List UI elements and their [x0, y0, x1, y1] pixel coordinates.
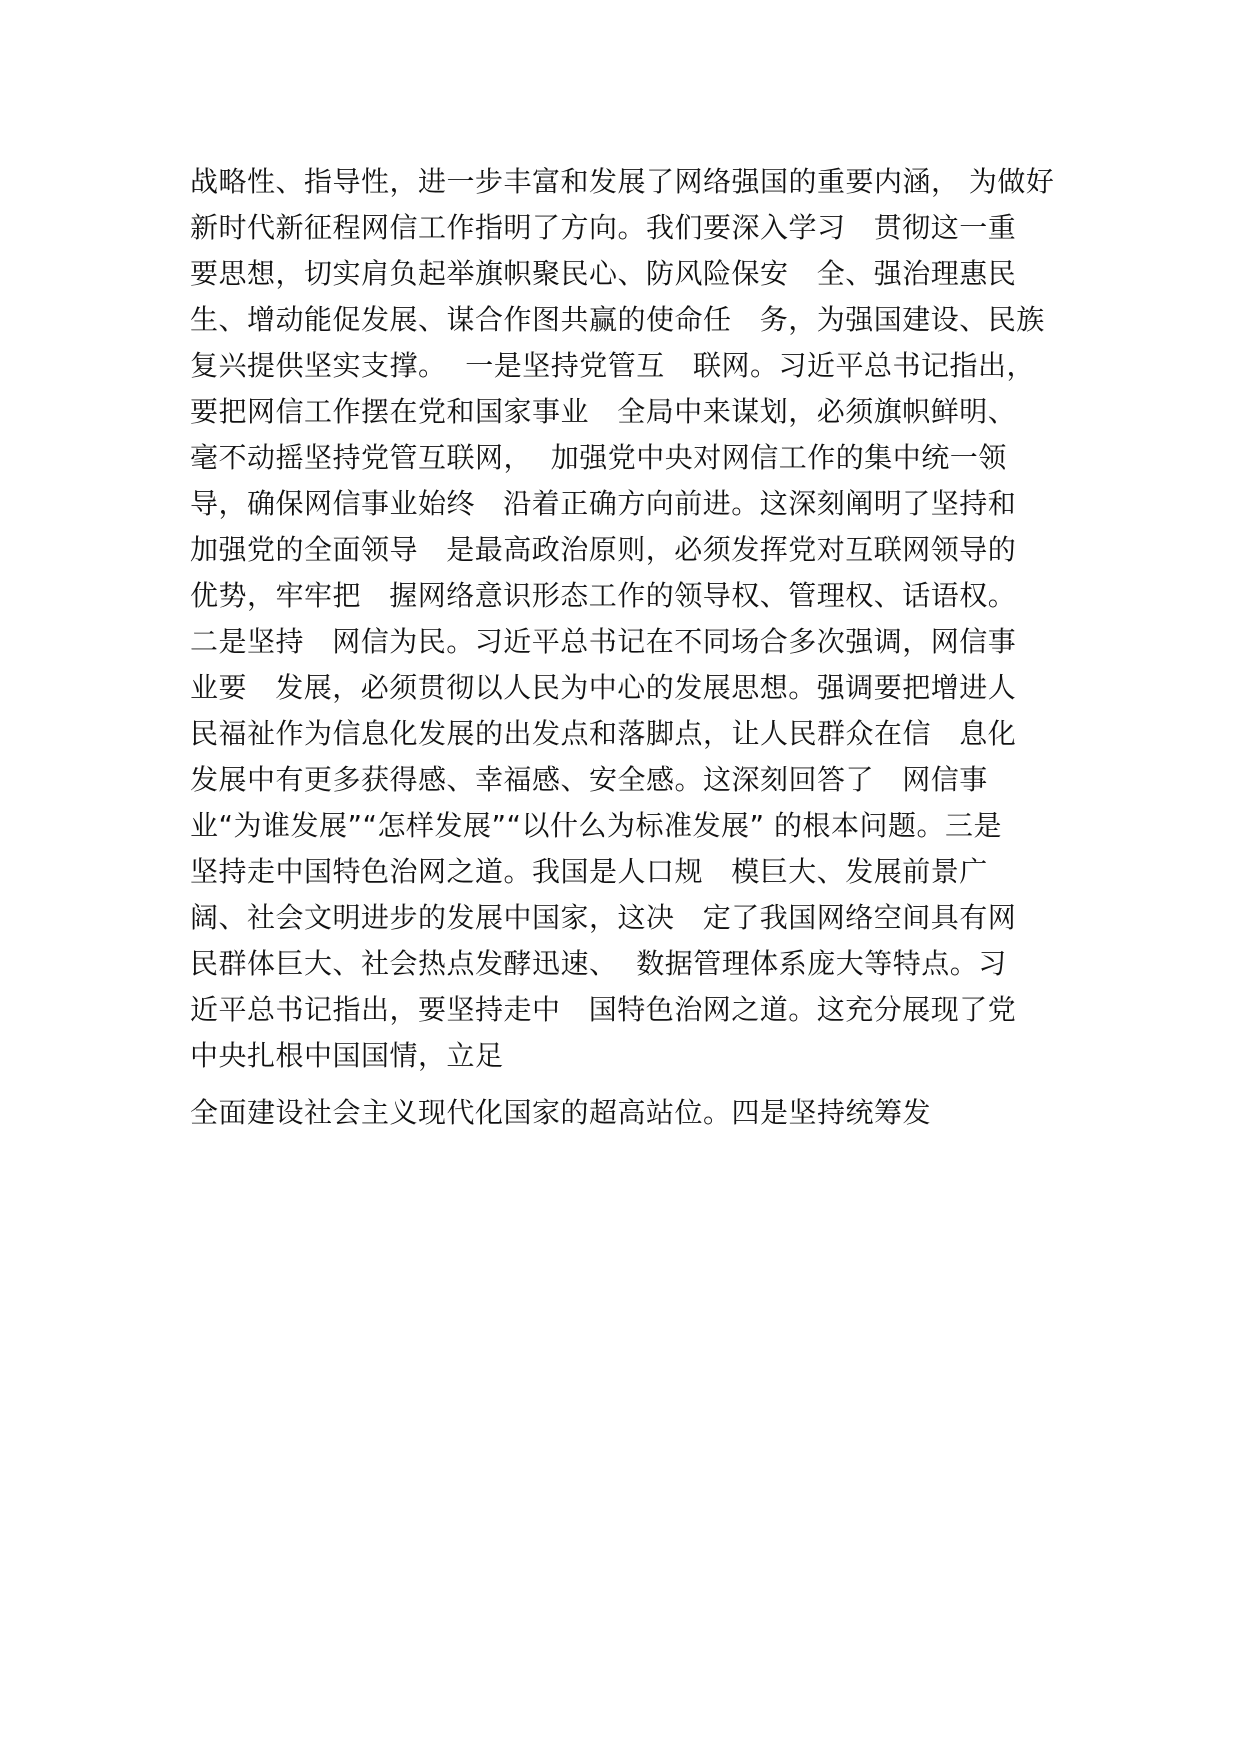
text-line-1: 战略性、指导性，进一步丰富和发展了网络强国的重要内涵， 为做好: [190, 165, 1055, 198]
text-line-3: 要思想，切实肩负起举旗帜聚民心、防风险保安 全、强治理惠民: [190, 257, 1017, 290]
text-line-20: 中央扎根中国国情，立足: [190, 1039, 504, 1072]
text-line-10: 优势，牢牢把 握网络意识形态工作的领导权、管理权、话语权。: [190, 579, 1017, 612]
text-line-12: 业要 发展，必须贯彻以人民为中心的发展思想。强调要把增进人: [190, 671, 1017, 704]
text-line-16: 坚持走中国特色治网之道。我国是人口规 模巨大、发展前景广: [190, 855, 988, 888]
text-line-5: 复兴提供坚实支撑。 一是坚持党管互 联网。习近平总书记指出，: [190, 349, 1036, 382]
text-line-2: 新时代新征程网信工作指明了方向。我们要深入学习 贯彻这一重: [190, 211, 1017, 244]
text-line-4: 生、增动能促发展、谋合作图共赢的使命任 务，为强国建设、民族: [190, 303, 1045, 336]
text-line-6: 要把网信工作摆在党和国家事业 全局中来谋划，必须旗帜鲜明、: [190, 395, 1017, 428]
text-line-9: 加强党的全面领导 是最高政治原则，必须发挥党对互联网领导的: [190, 533, 1017, 566]
text-line-19: 近平总书记指出，要坚持走中 国特色治网之道。这充分展现了党: [190, 993, 1017, 1026]
text-line-17: 阔、社会文明进步的发展中国家，这决 定了我国网络空间具有网: [190, 901, 1017, 934]
text-line-14: 发展中有更多获得感、幸福感、安全感。这深刻回答了 网信事: [190, 763, 988, 796]
text-line-13: 民福祉作为信息化发展的出发点和落脚点，让人民群众在信 息化: [190, 717, 1017, 750]
text-line-15: 业“为谁发展”“怎样发展”“以什么为标准发展” 的根本问题。三是: [190, 809, 1002, 842]
text-line-18: 民群体巨大、社会热点发酵迅速、 数据管理体系庞大等特点。习: [190, 947, 1007, 980]
text-line-7: 毫不动摇坚持党管互联网， 加强党中央对网信工作的集中统一领: [190, 441, 1007, 474]
text-line-11: 二是坚持 网信为民。习近平总书记在不同场合多次强调，网信事: [190, 625, 1017, 658]
text-line-8: 导，确保网信事业始终 沿着正确方向前进。这深刻阐明了坚持和: [190, 487, 1017, 520]
text-line-21: 全面建设社会主义现代化国家的超高站位。四是坚持统筹发: [190, 1096, 932, 1129]
